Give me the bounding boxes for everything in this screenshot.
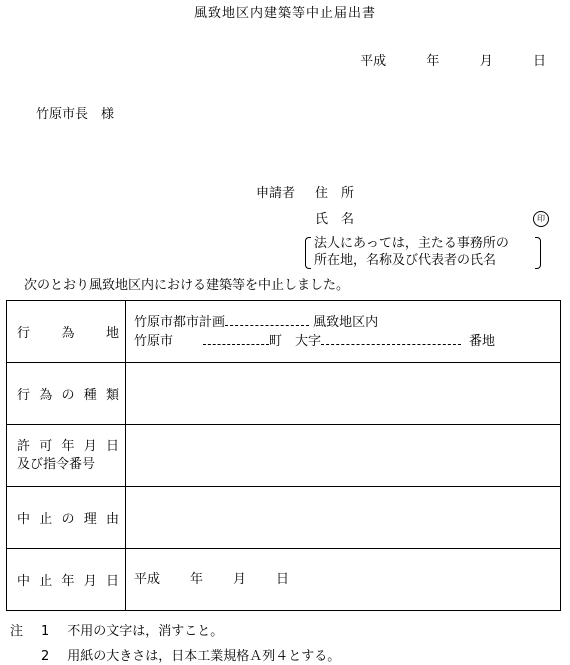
label-location xyxy=(17,322,119,341)
label-location-char3: 地 xyxy=(105,326,119,341)
label-reason: 中 止 の 理 由 xyxy=(17,512,119,527)
blank-aza[interactable] xyxy=(321,332,461,345)
value-reason-cell[interactable] xyxy=(126,487,561,549)
applicant-label: 申請者 xyxy=(256,186,296,201)
stop-date-day: 日 xyxy=(276,571,290,587)
date-era: 平成 xyxy=(360,54,387,69)
seal-mark-icon: 印 xyxy=(533,211,549,227)
label-location-char1: 行 xyxy=(17,326,31,341)
submission-date xyxy=(360,54,546,70)
label-kind-cell xyxy=(7,363,126,425)
location-banchi: 番地 xyxy=(469,333,496,349)
row-permit xyxy=(7,425,561,487)
note-1-number: 1 xyxy=(41,624,50,639)
label-kind: 行 為 の 種 類 xyxy=(17,388,119,403)
note-2-number: 2 xyxy=(41,649,50,664)
corporation-note xyxy=(305,236,541,270)
blank-town[interactable] xyxy=(203,332,269,345)
row-location xyxy=(7,301,561,363)
stop-date-era: 平成 xyxy=(134,571,161,587)
stop-notification-table xyxy=(6,300,561,611)
location-line1 xyxy=(126,313,560,332)
location-line2 xyxy=(126,332,560,351)
date-year: 年 xyxy=(426,54,440,69)
stop-date-year: 年 xyxy=(190,571,204,587)
note-prefix: 注 xyxy=(10,624,24,639)
note-1 xyxy=(10,624,223,640)
intro-text: 次のとおり風致地区内における建築等を中止しました。 xyxy=(24,278,350,293)
date-month: 月 xyxy=(479,54,493,69)
location-city-plan: 竹原市都市計画 xyxy=(134,314,226,330)
date-day: 日 xyxy=(532,54,546,69)
blank-plan-name[interactable] xyxy=(225,313,309,326)
location-town-aza: 町 大字 xyxy=(269,333,322,349)
label-permit-line2: 及び指令番号 xyxy=(17,456,96,472)
stop-date-line xyxy=(126,571,560,589)
corporation-note-line2: 所在地，名称及び代表者の氏名 xyxy=(314,253,497,268)
location-district: 風致地区内 xyxy=(313,314,379,330)
row-reason xyxy=(7,487,561,549)
value-permit-cell[interactable] xyxy=(126,425,561,487)
value-kind-cell[interactable] xyxy=(126,363,561,425)
label-reason-cell xyxy=(7,487,126,549)
label-stop-date-cell xyxy=(7,549,126,611)
stop-date-month: 月 xyxy=(233,571,247,587)
note-2-text: 用紙の大きさは，日本工業規格Ａ列４とする。 xyxy=(67,649,341,664)
label-permit-line1-spread: 許 可 年 月 日 xyxy=(17,438,119,454)
addressee: 竹原市長 様 xyxy=(36,107,115,122)
applicant-name-label: 氏 名 xyxy=(315,212,355,227)
note-1-text: 不用の文字は，消すこと。 xyxy=(67,624,224,639)
label-permit-cell xyxy=(7,425,126,487)
value-stop-date-cell[interactable] xyxy=(126,549,561,611)
corporation-note-line1: 法人にあっては，主たる事務所の xyxy=(314,236,509,251)
value-location-cell[interactable] xyxy=(126,301,561,363)
label-stop-date: 中 止 年 月 日 xyxy=(17,574,119,589)
location-city: 竹原市 xyxy=(134,333,174,349)
label-location-char2: 為 xyxy=(61,326,75,341)
row-kind xyxy=(7,363,561,425)
form-title: 風致地区内建築等中止届出書 xyxy=(193,6,376,21)
note-2 xyxy=(41,649,340,665)
bracket-left-icon xyxy=(305,237,311,269)
bracket-right-icon xyxy=(535,237,541,269)
label-permit xyxy=(17,438,119,474)
row-stop-date xyxy=(7,549,561,611)
applicant-address-label: 住 所 xyxy=(315,186,355,201)
label-location-cell xyxy=(7,301,126,363)
